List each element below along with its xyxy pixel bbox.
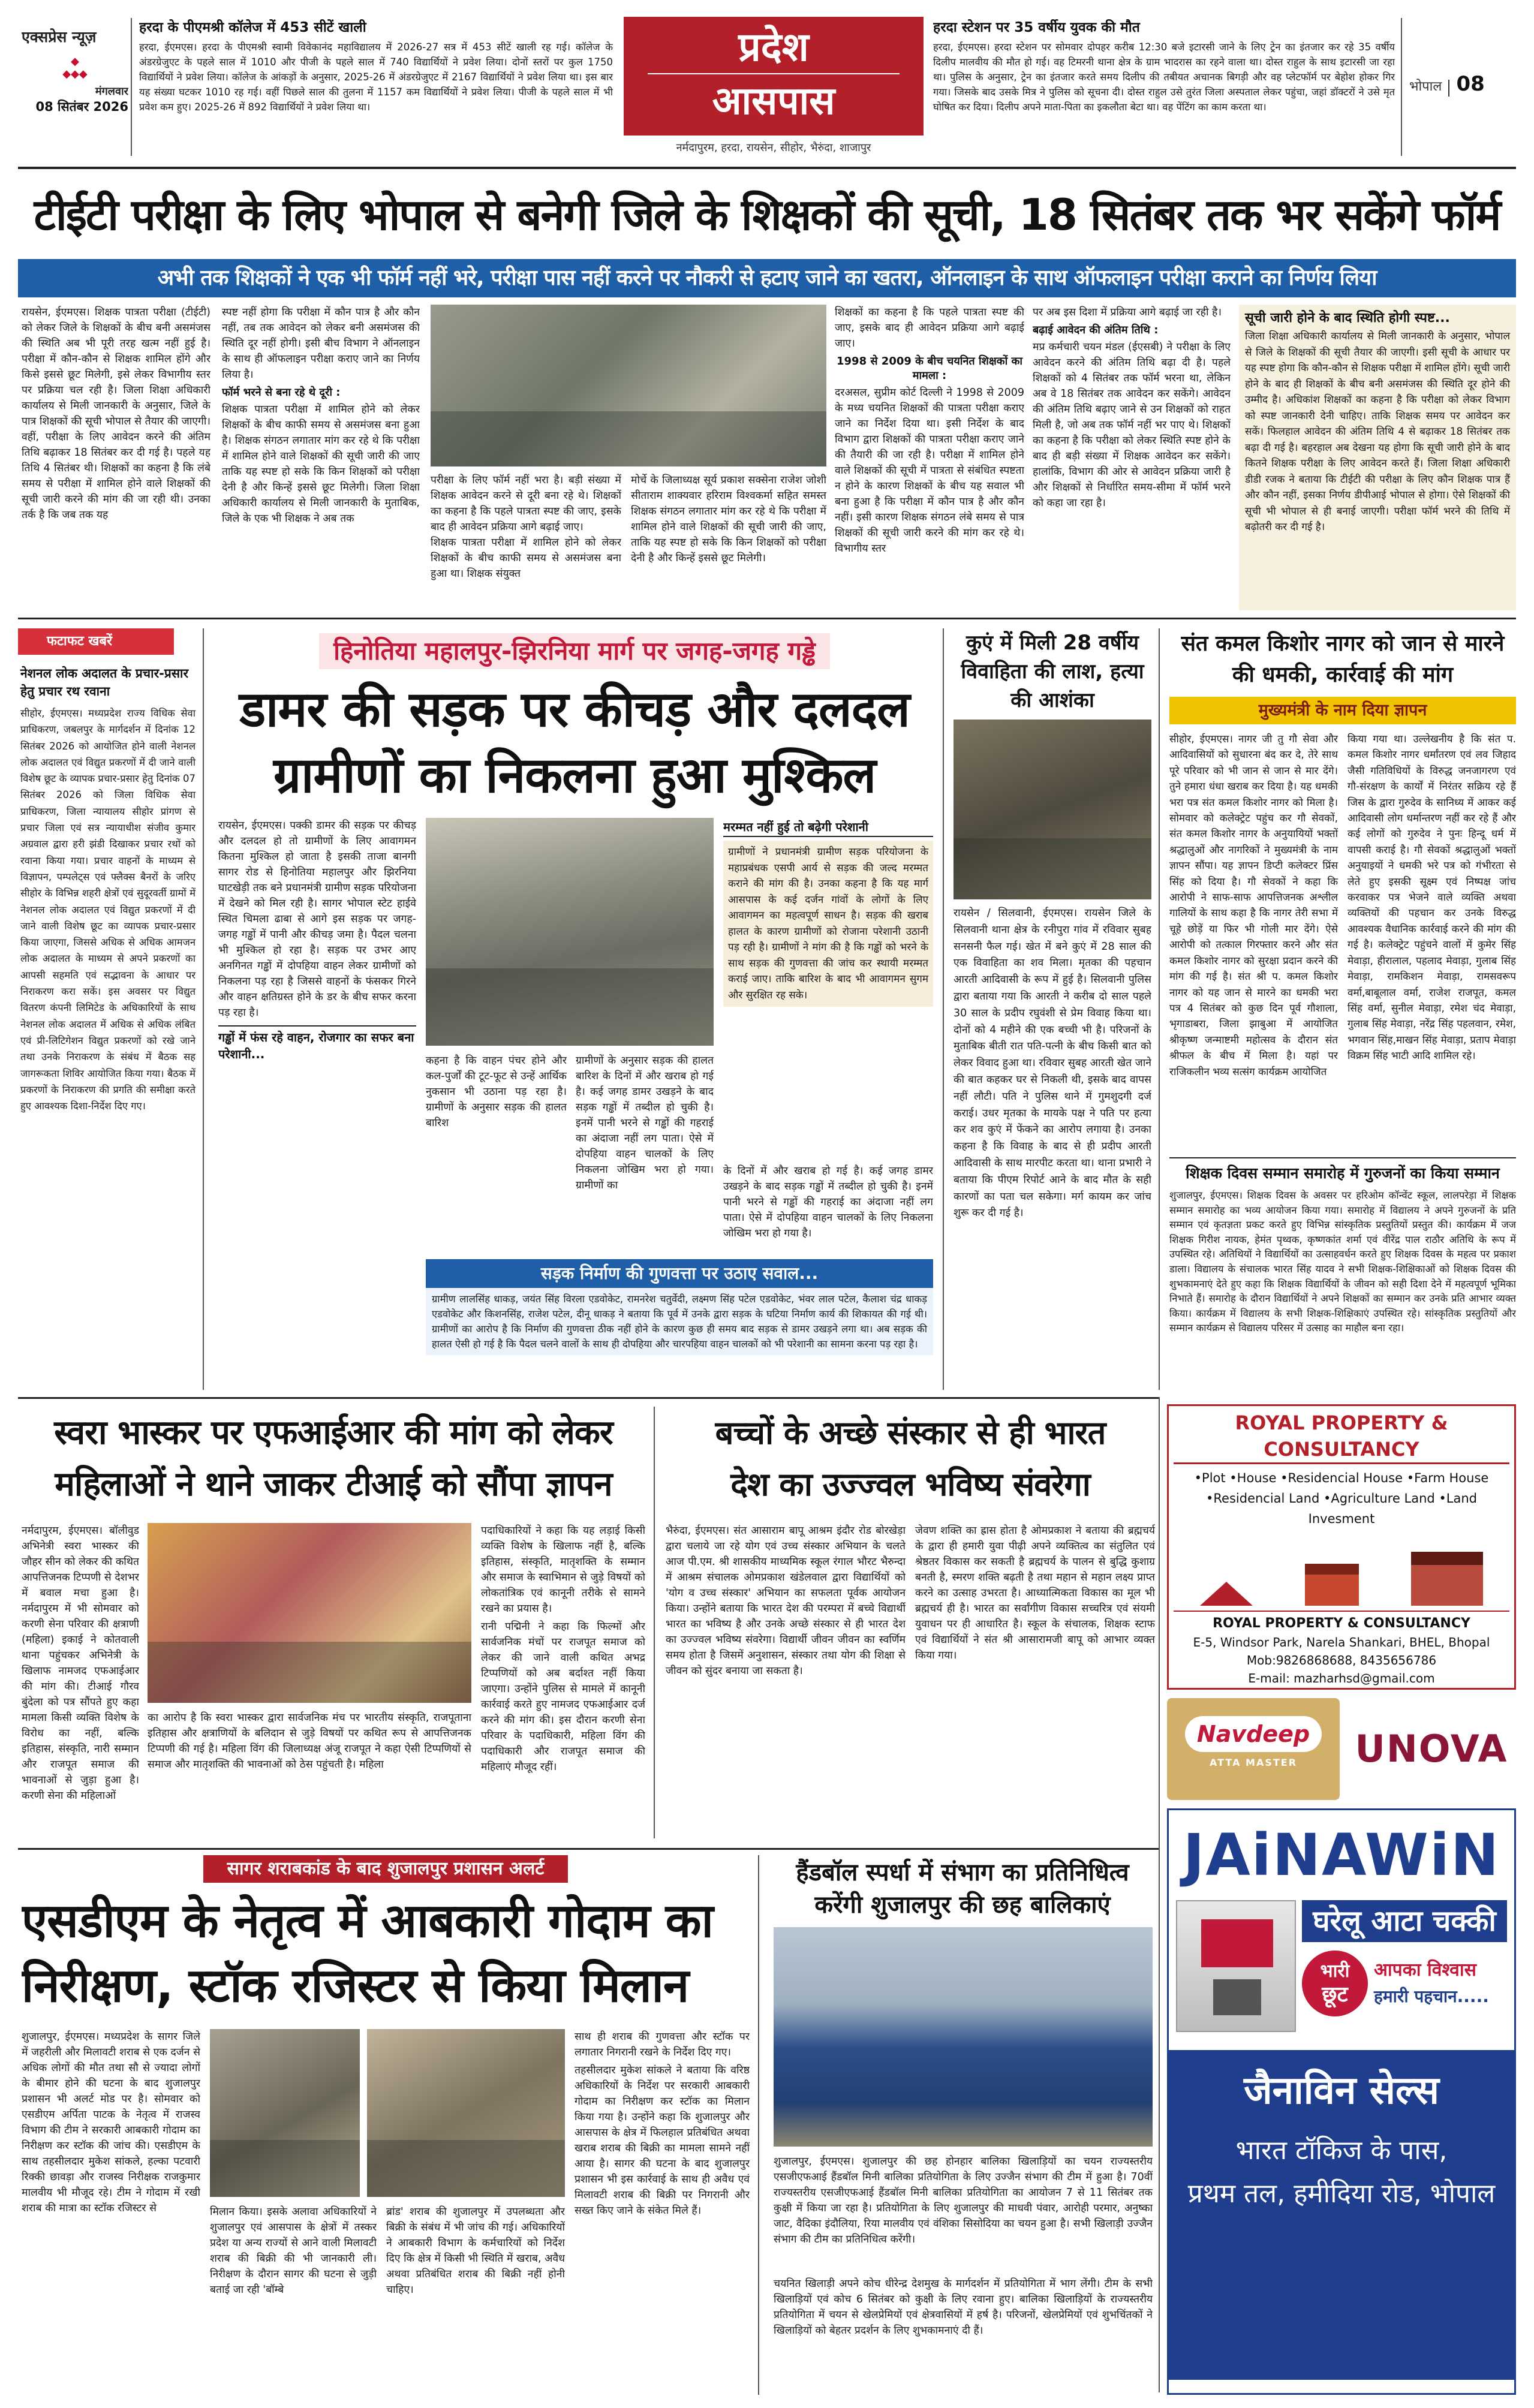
- saint-story: [1169, 628, 1516, 1156]
- godam-headline-1: एसडीएम के नेतृत्व में आबकारी गोदाम का: [22, 1894, 713, 1948]
- discount-badge: [1302, 1951, 1368, 2016]
- well-photo: [954, 720, 1151, 899]
- well-headline: कुएं में मिली 28 वर्षीय विवाहिता की लाश, हत्या की आशंका: [961, 631, 1144, 712]
- top-right-body: हरदा, ईएमएस। हरदा स्टेशन पर सोमवार दोपहर करीब 12:30 बजे इटारसी जाने के लिए ट्रेन का इंतजार कर रहे 35 वर्षीय दिलीप मालवीय की मौत हो गई। वह टिमरनी थाना क्षेत्र के ग्राम भादरास का रहने वाला था। दोस्त राहुल के साथ इटारसी जा रहा था। पुलिस के अनुसार, ट्रेन का इंतजार करते समय दिलीप की तबीयत अचानक बिगड़ी और वह प्लेटफॉर्म पर बेहोश होकर गिर गया। जिसके बाद उसके मित्र ने पुलिस को सूचना दी। दोस्त राहुल उसे तुरंत जिला अस्पताल लेकर पहुंचा, जहां डॉक्टरों ने उसे मृत घोषित कर दिया। दिलीप अपने माता-पिता का इकलौता बेटा था। वह पेंटिंग का काम करता था।: [933, 41, 1395, 113]
- royal-ad-line-1: •Plot •House •Residencial House •Farm House: [1194, 1471, 1489, 1485]
- well-story: [954, 628, 1151, 1390]
- road-quality-box: [426, 1259, 933, 1391]
- lead-side-box-headline: सूची जारी होने के बाद स्थिति होगी स्पष्ट...: [1245, 311, 1450, 326]
- godam-col-3: ब्रांड' शराब की शुजालपुर में उपलब्धता और बिक्री के संबंध में भी जांच की गई। अधिकारियों ने आबकारी विभाग के कर्मचारियों को निर्देश दिए कि क्षेत्र में किसी भी स्थिति में खराब, अवैध अथवा प्रतिबंधित शराब की बिक्री नहीं होनी चाहिए।: [386, 2206, 565, 2296]
- fatafat-label: फटाफट खबरें: [18, 628, 174, 655]
- fatafat-body: सीहोर, ईएमएस। मध्यप्रदेश राज्य विधिक सेवा प्राधिकरण, जबलपुर के मार्गदर्शन में दिनांक 12 सितंबर 2026 को आयोजित होने वाली नेशनल लोक अदालत एवं विद्युत प्रकरणों में दी जाने वाली विशेष छूट के व्यापक प्रचार-प्रसार हेतु दिनांक 07 सितंबर 2026 को जिला विधिक सेवा प्राधिकरण, जिला न्यायालय सीहोर प्रांगण से प्रचार जिला एवं सत्र न्यायाधीश संजीव कुमार अग्रवाल द्वारा हरी झंडी दिखाकर प्रचार रथों को रवाना किया गया। प्रचार वाहनों के माध्यम से विज्ञापन, पम्पलेट्स एवं फ्लैक्स बैनरों के जरिए सीहोर के विभिन्न शहरी क्षेत्रों एवं सुदूरवर्ती ग्रामों में नेशनल लोक अदालत एवं विद्युत प्रकरणों में दी जाने वाली विशेष छूट का व्यापक प्रचार-प्रसार किया जाएगा, जिससे अधिक से अधिक आमजन लोक अदालत के माध्यम से अपने प्रकरणों का आपसी सहमति एवं सद्भावना के आधार पर निराकरण करा सकें। इस अवसर पर विद्युत वितरण कंपनी लिमिटेड के अधिकारियों के साथ नेशनल लोक अदालत में अधिक से अधिक लंबित एवं प्री-लिटिगेशन विद्युत प्रकरणों को रखे जाने तथा उनके निराकरण के संबंध में बैठक सह जागरूकता शिविर आयोजित किया गया। बैठक में प्रकरणों के निराकरण की प्रगति की समीक्षा करते हुए आवश्यक दिशा-निर्देश दिए गए।: [20, 708, 195, 1112]
- road-kicker: हिनोतिया महालपुर-झिरनिया मार्ग पर जगह-जगह गड्ढे: [319, 633, 830, 669]
- royal-ad-title: ROYAL PROPERTY & CONSULTANCY: [1174, 1410, 1509, 1464]
- top-left-headline: हरदा के पीएमश्री कॉलेज में 453 सीटें खाली: [139, 20, 366, 35]
- handball-headline-1: हैंडबॉल स्पर्धा में संभाग का प्रतिनिधित्व: [796, 1859, 1129, 1886]
- flour-mill-image: [1176, 1900, 1296, 2032]
- jainawin-footer: [1169, 2050, 1514, 2380]
- house-icon: [1305, 1564, 1359, 1606]
- unova-logo: UNOVA: [1355, 1727, 1508, 1771]
- teacher-day-story: [1169, 1162, 1516, 1390]
- saint-headline: संत कमल किशोर नागर को जान से मारने की धमकी, कार्रवाई की मांग: [1181, 631, 1505, 687]
- lead-col-1: रायसेन, ईएमएस। शिक्षक पात्रता परीक्षा (टीईटी) को लेकर जिले के शिक्षकों के बीच बनी असमंजस की स्थिति अब भी पूरी तरह खत्म नहीं हुई है। परीक्षा में कौन-कौन से शिक्षक शामिल होंगे और किसे इससे छूट मिलेगी, इसे लेकर विभागीय स्तर पर प्रक्रिया चल रही है। जिला शिक्षा अधिकारी कार्यालय से मिली जानकारी के अनुसार, जिले के पात्र शिक्षकों की सूची भोपाल से तैयार की जाएगी। वहीं, परीक्षा के लिए आवेदन करने की अंतिम तिथि बढ़ाकर 18 सितंबर कर दी गई है। पहले यह तिथि 4 सितंबर थी। शिक्षकों का कहना है कि लंबे समय से परीक्षा में शामिल होने वाले शिक्षकों की सूची जारी करने की मांग की जा रही थी। उनका तर्क है कि जब तक यह: [22, 306, 210, 521]
- sales-name: जैनाविन सेल्स: [1244, 2069, 1439, 2113]
- ornament-icon: ◆ ◆◆◆: [62, 55, 88, 80]
- jainawin-logo: JAiNAWiN: [1183, 1822, 1500, 1889]
- vishwas-line-1: आपका विश्वास: [1374, 1959, 1476, 1980]
- page-number: 08: [1456, 72, 1485, 96]
- godam-col-4-text-b: तहसीलदार मुकेश सांकले ने बताया कि वरिष्ठ अधिकारियों के निर्देश पर सरकारी आबकारी गोदाम का निरीक्षण कर स्टॉक का मिलान किया गया है। उन्होंने कहा कि शुजालपुर और आसपास के क्षेत्र में फिलहाल प्रतिबंधित अथवा खराब शराब की बिक्री का मामला सामने नहीं आया है। सागर की घटना के बाद शुजालपुर प्रशासन भी इस कार्रवाई के साथ ही अवैध एवं मिलावटी शराब की बिक्री पर निगरानी और सख्त किए जाने के संकेत मिले हैं।: [575, 2064, 750, 2217]
- lead-col-3-text: परीक्षा के लिए फॉर्म नहीं भरा है। बड़ी संख्या में शिक्षक आवेदन करने से दूरी बना रहे थे। शिक्षकों का कहना है कि पहले पात्रता स्पष्ट की जाए, इसके बाद ही आवेदन प्रक्रिया आगे बढ़ाई जाए।: [431, 474, 621, 533]
- well-body: रायसेन / सिलवानी, ईएमएस। रायसेन जिले के सिलवानी थाना क्षेत्र के रनीपुरा गांव में रविवार सुबह सनसनी फैल गई। खेत में बने कुएं में 28 साल की एक विवाहिता का शव मिला। मृतका की पहचान आरती आदिवासी के रूप में हुई है। सिलवानी पुलिस द्वारा बताया गया कि आरती ने करीब दो साल पहले 30 साल के प्रदीप रघुवंशी से प्रेम विवाह किया था। दोनों को 4 महीने की एक बच्ची भी है। परिजनों के मुताबिक बीती रात पति-पत्नी के बीच किसी बात को लेकर विवाद हुआ था। रविवार सुबह आरती खेत जाने की बात कहकर घर से निकली थी, इसके बाद वापस नहीं लौटी। पति ने पुलिस थाने में गुमशुदगी दर्ज कराई। उधर मृतका के मायके पक्ष ने पति पर हत्या कर शव कुएं में फेंकने का आरोप लगाया है। उनका कहना है कि विवाह के बाद से ही प्रदीप आरती आदिवासी के साथ मारपीट करता था। थाना प्रभारी ने बताया कि पीएम रिपोर्ट आने के बाद मौत के सही कारणों का पता चल सकेगा। मर्ग कायम कर जांच शुरू कर दी गई है।: [954, 907, 1151, 1220]
- section-title-2: आसपास: [712, 79, 835, 124]
- paper-name: एक्सप्रेस न्यूज़: [22, 28, 97, 46]
- saint-col-2: किया गया था। उल्लेखनीय है कि संत प. कमल किशोर नागर धर्मांतरण एवं लव जिहाद जैसी गतिविधियों के विरुद्ध जनजागरण एवं गौ-संरक्षण के कार्यों में निरंतर सक्रिय रहे हैं जिस के द्वारा गुरुदेव के सानिध्य में आकर कई आदिवासी लोग धर्मान्तरण नहीं कर रहे हैं और कई लोगों को गुरुदेव ने पुनः हिन्दू धर्म में वापसी कराई है। गौ सेवकों श्रद्धालुओं भक्तों अनुयाइयों ने धमकी भरे पत्र को गंभीरता से लेते हुए इसकी सूक्ष्म एवं निष्पक्ष जांच करवाकर पत्र भेजने वाले व्यक्ति अथवा व्यक्तियों की पहचान कर उनके विरुद्ध आवश्यक वैधानिक कार्रवाई करने की मांग की गई है। कलेक्ट्रेट पहुंचने वालों में कुमेर सिंह मेवाड़ा, हीरालाल, पहलाद मेवाड़ा, गुलाब सिंह मेवाड़ा, रामकिशन मेवाड़ा, रामसवरूप वर्मा,बाबूलाल वर्मा, राजेश राजपूत, कमल सिंह वर्मा, सुनील मेवाड़ा, रमेश चंद मेवाड़ा, गुलाब सिंह मेवाड़ा, नरेंद्र सिंह पहलवान, रमेश, भगवान सिंह,माखन सिंह मेवाड़ा, प्रताप मेवाड़ा विक्रम सिंह भाटी आदि शामिल रहे।: [1347, 733, 1516, 1062]
- handball-col-2: चयनित खिलाड़ी अपने कोच धीरेन्द्र देशमुख के मार्गदर्शन में प्रतियोगिता में भाग लेंगी। टीम के सभी खिलाड़ियों एवं कोच 6 सितंबर को कुक्षी के लिए रवाना हुए। बालिका खिलाड़ियों के राज्यस्तरीय प्रतियोगिता में चयन से खेलप्रेमियों एवं क्षेत्रवासियों में हर्ष है। परिजनों, खेलप्रेमियों एवं शुभचिंतकों ने खिलाड़ियों को बेहतर प्रदर्शन के लिए शुभकामनाएं दी हैं।: [774, 2278, 1153, 2337]
- navdeep-logo: Navdeep: [1185, 1716, 1322, 1752]
- road-col-2: ग्रामीणों के अनुसार सड़क की हालत बारिश के दिनों में और खराब हो गई है। कई जगह डामर उखड़ने के बाद सड़क गड्ढों में तब्दील हो चुकी है। इनमें पानी भरने से गड्ढों की गहराई का अंदाजा नहीं लग पाता। ऐसे में दोपहिया वाहन चालकों के लिए निकलना जोखिम भरा हो गया। ग्रामीणों का: [576, 1055, 714, 1191]
- house-roof-icon: [1200, 1582, 1253, 1606]
- saint-kicker: मुख्यमंत्री के नाम दिया ज्ञापन: [1169, 697, 1516, 724]
- road-quality-headline: सड़क निर्माण की गुणवत्ता पर उठाए सवाल...: [426, 1259, 933, 1288]
- teacher-body: शुजालपुर, ईएमएस। शिक्षक दिवस के अवसर पर हरिओम कॉन्वेंट स्कूल, लालपरेड़ा में शिक्षक सम्मान समारोह का भव्य आयोजन किया गया। समारोह में विद्यालय ने अपने गुरुजनों के प्रति सम्मान एवं कृतज्ञता प्रकट करते हुए विभिन्न सांस्कृतिक प्रस्तुतियों प्रस्तुत की। कार्यक्रम में जज शिक्षक गिरीश नायक, हेमंत पृथ्वक, कृष्णकांत शर्मा एवं वीरेंद्र पाल राठौर अतिथि के रूप में उपस्थित रहे। अतिथियों ने विद्यार्थियों का उत्साहवर्धन करते हुए शिक्षक दिवस के महत्व पर प्रकाश डाला। विद्यालय के संचालक भारत सिंह यादव ने सभी शिक्षक-शिक्षिकाओं को शिक्षक दिवस की शुभकामनाएं देते हुए कहा कि शिक्षक विद्यार्थियों के जीवन को सही दिशा देने में महत्वपूर्ण भूमिका निभाते हैं। समारोह के दौरान विद्यार्थियों ने अपने शिक्षकों का सम्मान कर उनके प्रति आभार व्यक्त किया। कार्यक्रम में विद्यालय के सभी शिक्षक-शिक्षिकाएं उपस्थित रहे। सांस्कृतिक प्रस्तुतियों और सम्मान कार्यक्रम से विद्यालय परिसर में उत्साह का माहौल बना रहा।: [1169, 1190, 1516, 1334]
- page-label: भोपाल: [1409, 79, 1442, 94]
- lead-col-5-subhead: 1998 से 2009 के बीच चयनित शिक्षकों का मामला :: [837, 355, 1022, 382]
- lead-headline: टीईटी परीक्षा के लिए भोपाल से बनेगी जिले के शिक्षकों की सूची, 18 सितंबर तक भर सकेंगे फॉर्म: [34, 189, 1500, 240]
- lead-col-5-text-b: दरअसल, सुप्रीम कोर्ट दिल्ली ने 1998 से 2009 के मध्य चयनित शिक्षकों की पात्रता परीक्षा कराए जाने का निर्देश दिया था। इसी निर्देश के बाद विभाग द्वारा शिक्षकों की पात्रता परीक्षा कराए जाने की तैयारी की जा रही है। परीक्षा में शामिल होने वाले शिक्षकों की सूची में पात्रता से संबंधित स्पष्टता न होने के कारण शिक्षकों के बीच यह सवाल भी बना हुआ है कि परीक्षा में कौन पात्र है और कौन नहीं। इसी कारण शिक्षक संगठन लंबे समय से पात्र शिक्षकों की सूची जारी करने की मांग कर रहे थे। विभागीय स्तर: [835, 387, 1024, 555]
- lead-col-4: मोर्चे के जिलाध्यक्ष सूर्य प्रकाश सक्सेना राजेश जोशी सीताराम शाक्यवार हरिराम विश्वकर्मा सहित समस्त शिक्षक संगठन लगातार मांग कर रहे थे कि परीक्षा में शामिल होने वाले शिक्षकों की सूची जारी की जाए, ताकि यह स्पष्ट हो सके कि किन शिक्षकों को परीक्षा देनी है और किन्हें इससे छूट मिलेगी।: [631, 474, 826, 564]
- house-icons: [1174, 1534, 1509, 1606]
- teachers-protest-photo: [431, 305, 826, 466]
- gharelu-title: घरेलू आटा चक्की: [1302, 1900, 1507, 1942]
- fir-col-3-text-b: रानी पद्मिनी ने कहा कि फिल्मों और सार्वजनिक मंचों पर राजपूत समाज को लेकर की जाने वाली कथित अभद्र टिप्पणियों को अब बर्दाश्त नहीं किया जाएगा। उन्होंने पुलिस से मामले में कानूनी कार्रवाई करते हुए नामजद एफआईआर दर्ज करने की मांग की। इस दौरान करणी सेना परिवार के पदाधिकारी, महिला विंग की पदाधिकारी और राजपूत समाज की महिलाएं मौजूद रहीं।: [481, 1621, 645, 1773]
- road-col-1-text: रायसेन, ईएमएस। पक्की डामर की सड़क पर कीचड़ और दलदल हो तो ग्रामीणों के लिए आवागमन कितना मुश्किल हो जाता है इसकी ताजा बानगी सागर रोड से हिनोतिया महालपुर और झिरनिया घाटखेड़ी तक बने प्रधानमंत्री ग्रामीण सड़क परियोजना में देखने को मिल रही है। सागर भोपाल स्टेट हाईवे स्थित चिमला ढाबा से आगे इस सड़क पर जगह-जगह गड्ढों में पानी और कीचड़ जमा है। पैदल चलना भी मुश्किल हो रहा है। सड़क पर उभर आए अनगिनत गड्ढों में दोपहिया वाहन लेकर ग्रामीणों को निकलना पड़ रहा है जिससे वाहनों के फंसकर गिरने और वाहन क्षतिग्रस्त होने के डर के बीच सफर करना पड़ रहा है।: [218, 820, 416, 1019]
- fatafat-column: [18, 628, 198, 1396]
- lead-col-3-text-b: शिक्षक पात्रता परीक्षा में शामिल होने को लेकर शिक्षकों के बीच काफी समय से असमंजस बना हुआ था। शिक्षक संयुक्त: [431, 537, 621, 580]
- page-folio: [1409, 72, 1517, 108]
- godam-col-1: शुजालपुर, ईएमएस। मध्यप्रदेश के सागर जिले में जहरीली और मिलावटी शराब से एक दर्जन से अधिक लोगों की मौत तथा सौ से ज्यादा लोगों के बीमार होने की घटना के बाद शुजालपुर प्रशासन भी अलर्ट मोड पर है। सोमवार को एसडीएम अर्पिता पाटक के नेतृत्व में राजस्व विभाग की टीम ने सरकारी आबकारी गोदाम का निरीक्षण कर स्टॉक की जांच की। एसडीएम के साथ तहसीलदार मुकेश सांकले, हल्का पटवारी रिक्की छावड़ा और राजस्व निरीक्षक राजकुमार मालवीय भी मौजूद रहे। टीम ने गोदाम में रखी शराब की मात्रा का स्टॉक रजिस्टर से: [22, 2031, 200, 2214]
- handball-headline-2: करेंगी शुजालपुर की छह बालिकाएं: [814, 1891, 1111, 1919]
- fir-col-3: [481, 1523, 645, 1841]
- royal-ad-email: E-mail: mazharhsd@gmail.com: [1248, 1671, 1435, 1685]
- royal-property-ad: [1167, 1404, 1516, 1690]
- vishwas-line-2: हमारी पहचान.....: [1374, 1986, 1489, 2006]
- top-left-brief: [139, 17, 613, 159]
- road-headline-1: डामर की सड़क पर कीचड़ और दलदल: [239, 681, 910, 738]
- bungalow-icon: [1411, 1552, 1483, 1606]
- unova-ad: [1347, 1698, 1516, 1800]
- sales-address-1: भारत टॉकिज के पास,: [1235, 2135, 1448, 2166]
- lead-col-2: [222, 305, 420, 610]
- royal-ad-name: ROYAL PROPERTY & CONSULTANCY: [1174, 1611, 1509, 1633]
- navdeep-ad: [1167, 1698, 1340, 1800]
- lead-side-box-body: जिला शिक्षा अधिकारी कार्यालय से मिली जानकारी के अनुसार, भोपाल से जिले के शिक्षकों की सूची तैयार की जाएगी। इसी सूची के आधार पर यह स्पष्ट होगा कि कौन-कौन से शिक्षक परीक्षा में शामिल होंगे। सूची जारी होने के बाद ही शिक्षकों के बीच बनी असमंजस की स्थिति दूर होने की उम्मीद है। अधिकांश शिक्षकों का कहना है कि परीक्षा को लेकर विभाग को स्पष्ट जानकारी देनी चाहिए। ताकि शिक्षक समय पर आवेदन कर सकें। फिलहाल आवेदन की अंतिम तिथि 4 से बढ़ाकर 18 सितंबर तक बढ़ा दी गई है। बहरहाल अब देखना यह होगा कि सूची जारी होने के बाद कितने शिक्षक परीक्षा के लिए आवेदन करते हैं। जिला शिक्षा अधिकारी डीडी रजक ने बताया कि टीईटी की परीक्षा के लिए कौन शिक्षक पात्र हैं और कौन नहीं, इसका निर्णय डीपीआई भोपाल से होगा। ऐसे शिक्षकों की सूची भी भोपाल से ही बनाई जाएगी। परीक्षा फॉर्म भरने की तिथि में बढ़ोतरी कर दी गई है।: [1245, 330, 1510, 533]
- chhoot-label: छूट: [1322, 1982, 1348, 2007]
- bachche-col-2: जेवण शक्ति का ह्रास होता है ओमप्रकाश ने बताया की ब्रह्मचर्य के द्वारा ही हमारी युवा पीढ़ी अपने व्यक्तित्व का संतुलित एवं श्रेष्ठतर विकास कर सकती है ब्रह्मचर्य के पालन से बुद्धि कुशाग्र बनती है, स्मरण शक्ति बढ़ती है तथा महान से महान लक्ष्य प्राप्त करने का उत्साह उभरता है। आध्यात्मिकता विकास का मूल भी ब्रह्मचर्य ही है। भारत का सर्वांगीण विकास सच्चरित्र एवं संयमी युवाधन पर ही आधारित है। स्कूल के संचालक, शिक्षक स्टाफ एवं विद्यार्थियों ने संत श्री आसारामजी बापू को आभार व्यक्त किया गया।: [915, 1525, 1155, 1661]
- lead-col-3: [431, 472, 621, 610]
- road-col-1b: कहना है कि वाहन पंचर होने और कल-पुर्जों की टूट-फूट से उन्हें आर्थिक नुकसान भी उठाना पड़ रहा है। ग्रामीणों के अनुसार सड़क की हालत बारिश: [426, 1055, 567, 1129]
- royal-ad-line-2: •Residencial Land •Agriculture Land •Land Invesment: [1206, 1491, 1477, 1526]
- handball-team-photo: [774, 1927, 1153, 2147]
- section-title-box: [624, 17, 924, 161]
- godam-kicker: सागर शराबकांड के बाद शुजालपुर प्रशासन अलर्ट: [203, 1855, 569, 1883]
- bhari-label: भारी: [1320, 1961, 1350, 1982]
- fatafat-headline: नेशनल लोक अदालत के प्रचार-प्रसार हेतु प्रचार रथ रवाना: [20, 666, 189, 699]
- top-right-brief: [933, 17, 1395, 159]
- lead-col-5: [835, 305, 1024, 610]
- teacher-headline: शिक्षक दिवस सम्मान समारोह में गुरुजनों का किया सम्मान: [1186, 1164, 1500, 1182]
- top-right-headline: हरदा स्टेशन पर 35 वर्षीय युवक की मौत: [933, 20, 1140, 35]
- bachche-headline-1: बच्चों के अच्छे संस्कार से ही भारत: [715, 1414, 1106, 1452]
- road-kicker-wrap: [213, 633, 936, 670]
- handball-col-1: शुजालपुर, ईएमएस। शुजालपुर की छह होनहार बालिका खिलाड़ियों का चयन राज्यस्तरीय एसजीएफआई हैंडबॉल मिनी बालिका प्रतियोगिता के लिए उज्जैन संभाग की टीम में हुआ है। 70वीं राज्यस्तरीय एसजीएफआई हैंडबॉल मिनी बालिका प्रतियोगिता का आयोजन 7 से 11 सितंबर तक कुक्षी में किया जा रहा है। प्रतियोगिता के लिए शुजालपुर की माधवी पंवार, आरोही परमार, अनुष्का जाट, वैदिका इंदौलिया, रिया मालवीय एवं वंशिका सिसोदिया का चयन हुआ है। सभी खिलाड़ी उज्जैन संभाग की टीम का प्रतिनिधित्व करेंगी।: [774, 2156, 1153, 2246]
- royal-ad-address: E-5, Windsor Park, Narela Shankari, BHEL, Bhopal: [1193, 1635, 1490, 1650]
- masthead-left: [22, 14, 128, 158]
- godam-col-4: [575, 2029, 750, 2395]
- bachche-col-1: भैरुंदा, ईएमएस। संत आसाराम बापू आश्रम इंदौर रोड बोरखेड़ा द्वारा चलाये जा रहे योग एवं उच्च संस्कार अभियान के चलते आज पी.एम. श्री शासकीय माध्यमिक स्कूल रंगाल भौरट भैरुन्दा में आश्रम संचालक ओमप्रकाश खंडेलवाल द्वारा विद्यार्थियों को 'योग व उच्च संस्कार' अभियान का सफलता पूर्वक आयोजन किया। उन्होंने बताया कि भारत देश की परम्परा में बच्चे विद्यार्थी भारत का भविष्य है और उनके अच्छे संस्कार से ही भारत देश का उज्ज्वल भविष्य संवरेगा। विद्यार्थी जीवन जीवन का स्वर्णिम समय होता है जिसमें अनुशासन, संस्कार तथा योग की शिक्षा से जीवन को सुंदर बनाया जा सकता है।: [666, 1525, 906, 1677]
- road-side-headline: मरम्मत नहीं हुई तो बढ़ेगी परेशानी: [723, 818, 933, 837]
- road-headline-2: ग्रामीणों का निकलना हुआ मुश्किल: [273, 747, 876, 804]
- road-side-box: [723, 818, 933, 1154]
- road-side-body: ग्रामीणों ने प्रधानमंत्री ग्रामीण सड़क परियोजना के महाप्रबंधक एसपी आर्य से सड़क की जल्द मरम्मत कराने की मांग की है। उनका कहना है कि यह मार्ग आसपास के कई दर्जन गांवों के लोगों के लिए आवागमन का महत्वपूर्ण साधन है। सड़क की खराब हालत के कारण ग्रामीणों को रोजाना परेशानी उठानी पड़ रही है। ग्रामीणों ने मांग की है कि गड्ढों को भरने के साथ सड़क की गुणवत्ता की जांच कर स्थायी मरम्मत कराई जाए। ताकि बारिश के बाद भी आवागमन सुगम और सुरक्षित रह सके।: [723, 841, 933, 1007]
- road-col-1-subhead: गड्ढों में फंस रहे वाहन, रोजगार का सफर बना परेशानी...: [218, 1025, 416, 1062]
- road-col-3: के दिनों में और खराब हो गई है। कई जगह डामर उखड़ने के बाद सड़क गड्ढों में तब्दील हो चुकी है। इनमें पानी भरने से गड्ढों की गहराई का अंदाजा नहीं लग पाता। ऐसे में दोपहिया वाहन चालकों के लिए निकलना जोखिम भरा हो गया है।: [723, 1165, 933, 1239]
- lead-col-6: [1033, 305, 1231, 610]
- road-col-1: [218, 818, 416, 1298]
- navdeep-sub: ATTA MASTER: [1209, 1757, 1298, 1768]
- godam-kicker-wrap: [22, 1855, 750, 1885]
- fir-col-2: का आरोप है कि स्वरा भास्कर द्वारा सार्वजनिक मंच पर भारतीय संस्कृति, राजपूताना इतिहास और क्षत्राणियों के बलिदान से जुड़े विषयों पर कथित रूप से आपत्तिजनक टिप्पणी की गई है। महिला विंग की जिलाध्यक्ष अंजू राजपूत ने कहा ऐसी टिप्पणियों से समाज और मातृशक्ति की भावनाओं को ठेस पहुंचती है। महिला: [148, 1712, 471, 1771]
- fir-col-1: नर्मदापुरम, ईएमएस। बॉलीवुड अभिनेत्री स्वरा भास्कर की जौहर सीन को लेकर की कथित आपत्तिजनक टिप्पणी से देशभर में बवाल मचा हुआ है। नर्मदापुरम में भी सोमवार को करणी सेना परिवार की क्षत्राणी (महिला) इकाई ने कोतवाली थाना पहुंचकर अभिनेत्री के खिलाफ नामजद एफआईआर की मांग की। टीआई गौरव बुंदेला को पत्र सौंपते हुए कहा मामला किसी व्यक्ति विशेष के विरोध का नहीं, बल्कि इतिहास, संस्कृति, नारी सम्मान और राजपूत समाज की भावनाओं से जुड़ा हुआ है। करणी सेना की महिलाओं: [22, 1525, 139, 1802]
- godam-col-4-text: साथ ही शराब की गुणवत्ता और स्टॉक पर लगातार निगरानी रखने के निर्देश दिए गए।: [575, 2031, 750, 2058]
- weekday: मंगलवार: [95, 85, 128, 98]
- districts-line: नर्मदापुरम, हरदा, रायसेन, सीहोर, भैरुंदा, शाजापुर: [676, 142, 871, 154]
- jainawin-top-row: [1169, 1900, 1514, 2038]
- fir-headline-2: महिलाओं ने थाने जाकर टीआई को सौंपा ज्ञापन: [55, 1465, 612, 1504]
- section-title-1: प्रदेश: [738, 24, 809, 70]
- royal-ad-mobile: Mob:9826868688, 8435656786: [1246, 1653, 1437, 1667]
- godam-headline-2: निरीक्षण, स्टॉक रजिस्टर से किया मिलान: [22, 1959, 689, 2013]
- bachche-headline-2: देश का उज्ज्वल भविष्य संवरेगा: [730, 1465, 1090, 1503]
- fir-protest-photo: [148, 1523, 471, 1703]
- lead-col-6-text-b: मप्र कर्मचारी चयन मंडल (ईएसबी) ने परीक्षा के लिए आवेदन करने की अंतिम तिथि बढ़ा दी है। पहले शिक्षकों को 4 सितंबर तक फॉर्म भरना था, लेकिन अब वे 18 सितंबर तक आवेदन कर सकेंगे। आवेदन की अंतिम तिथि बढ़ाए जाने से उन शिक्षकों को राहत मिली है, जो अब तक फॉर्म नहीं भर पाए थे। शिक्षकों का कहना है कि परीक्षा को लेकर स्थिति स्पष्ट होने के बाद ही बड़ी संख्या में शिक्षक आवेदन कर सकेंगे। हालांकि, विभाग की ओर से आवेदन प्रक्रिया जारी है और शिक्षकों से निर्धारित समय-सीमा में फॉर्म भरने को कहा जा रहा है।: [1033, 341, 1231, 509]
- lead-col-6-subhead: बढ़ाई आवेदन की अंतिम तिथि :: [1033, 324, 1159, 336]
- sales-address-2: प्रथम तल, हमीदिया रोड, भोपाल: [1187, 2178, 1496, 2209]
- muddy-road-photo: [426, 818, 714, 1046]
- godam-col-2: मिलान किया। इसके अलावा अधिकारियों ने शुजालपुर एवं आसपास के क्षेत्रों में तस्कर प्रदेश या अन्य राज्यों से आने वाली मिलावटी शराब की बिक्री की भी जानकारी ली। निरीक्षण के दौरान सागर की घटना से जुड़ी बताई जा रही 'बॉम्बे: [210, 2206, 377, 2296]
- lead-col-2-subhead: फॉर्म भरने से बना रहे थे दूरी :: [222, 386, 341, 399]
- lead-strap: अभी तक शिक्षकों ने एक भी फॉर्म नहीं भरे, परीक्षा पास नहीं करने पर नौकरी से हटाए जाने का खतरा, ऑनलाइन के साथ ऑफलाइन परीक्षा कराने का निर्णय लिया: [18, 259, 1516, 297]
- fir-col-3-text: पदाधिकारियों ने कहा कि यह लड़ाई किसी व्यक्ति विशेष के खिलाफ नहीं है, बल्कि इतिहास, संस्कृति, मातृशक्ति के सम्मान और समाज के स्वाभिमान से जुड़े विषयों को लोकतांत्रिक एवं कानूनी तरीके से सामने रखने का प्रयास है।: [481, 1525, 645, 1615]
- lead-col-6-text: पर अब इस दिशा में प्रक्रिया आगे बढ़ाई जा रही है।: [1033, 306, 1222, 318]
- lead-col-2-text: स्पष्ट नहीं होगा कि परीक्षा में कौन पात्र है और कौन नहीं, तब तक आवेदन को लेकर बनी असमंजस की स्थिति दूर नहीं होगी। इसी बीच विभाग ने ऑनलाइन के साथ ही ऑफलाइन परीक्षा कराए जाने का निर्णय लिया है।: [222, 306, 420, 381]
- lead-col-2-text-b: शिक्षक पात्रता परीक्षा में शामिल होने को लेकर शिक्षकों के बीच काफी समय से असमंजस बना हुआ है। शिक्षक संगठन लगातार मांग कर रहे थे कि परीक्षा में शामिल होने वाले शिक्षकों की सूची जारी की जाए ताकि यह स्पष्ट हो सके कि किन शिक्षकों को परीक्षा देनी है और किन्हें इससे छूट मिलेगी। जिला शिक्षा अधिकारी कार्यालय से मिली जानकारी के मुताबिक, जिले के एक भी शिक्षक ने अब तक: [222, 404, 420, 525]
- fir-headline-1: स्वरा भास्कर पर एफआईआर की मांग को लेकर: [54, 1413, 613, 1452]
- top-left-body: हरदा, ईएमएस। हरदा के पीएमश्री स्वामी विवेकानंद महाविद्यालय में 2026-27 सत्र में 453 सीटें खाली रह गई। कॉलेज के अंडरग्रेजुएट के पहले साल में 1010 और पीजी के पहले साल में 740 विद्यार्थियों ने प्रवेश लिया। दोनों स्तरों पर कुल 1750 विद्यार्थियों ने प्रवेश लिया। कॉलेज के आंकड़ों के अनुसार, 2025-26 में अंडरग्रेजुएट में 2167 विद्यार्थियों ने प्रवेश लिया था। इस बार यह संख्या घटकर 1010 रह गई। वहीं पिछले साल की तुलना में 1157 कम विद्यार्थियों ने प्रवेश लिया। पीजी के पहले साल में भी प्रवेश कम हुए। 2025-26 में 892 विद्यार्थियों ने प्रवेश लिया था।: [139, 41, 613, 113]
- lead-col-5-text: शिक्षकों का कहना है कि पहले पात्रता स्पष्ट की जाए, इसके बाद ही आवेदन प्रक्रिया आगे बढ़ाई जाए।: [835, 306, 1024, 350]
- saint-col-1: सीहोर, ईएमएस। नागर जी तु गौ सेवा और आदिवासियों को सुधारना बंद कर दे, तेरे साथ पूरे परिवार को भी जान से जान से मार देंगे। तुने हमारा धंधा खराब कर दिया है। यह धमकी भरा पत्र संत कमल किशोर नागर को मिला है। सोमवार को कलेक्ट्रेट पहुंच कर गौ सेवकों, संत कमल किशोर नागर के अनुयायियों भक्तों श्रद्धालुओं और नागरिकों ने मुख्यमंत्री के नाम ज्ञापन सौंपा। यह ज्ञापन डिप्टी कलेक्टर प्रिंस सिंह को दिया है। गौ सेवकों ने कहा कि आरोपी ने साफ-साफ आपत्तिजनक अश्लील गालियों के साथ कहा है कि नागर तेरी सभा में चूहे छोड़ें या फिर भी गोली मार देंगे। ऐसे आरोपी को तत्काल गिरफ्तार करने और संत कमल किशोर नागर को सुरक्षा प्रदान करने की मांग की गई है। संत श्री प. कमल किशोर नागर को यह जान से मारने का धमकी भरा पत्र 4 सितंबर को कुछ दिन पूर्व गौशाला, भृगाडाबरा, जिला झाबुआ में आयोजित श्रीकृष्ण जन्माष्टमी महोत्सव के दौरान संत श्रीफल के बीच में मिला है। यहां पर राजिकलीन भव्य सत्संग कार्यक्रम आयोजित: [1169, 733, 1338, 1078]
- godam-photo-2: [367, 2029, 565, 2197]
- jainawin-ad: [1167, 1808, 1516, 2395]
- godam-photo-1: [210, 2029, 360, 2197]
- road-quality-body: ग्रामीण लालसिंह धाकड़, जयंत सिंह विरला एडवोकेट, रामनरेश चतुर्वेदी, लक्ष्मण सिंह पटेल एडवोकेट, भंवर लाल पटेल, कैलाश चंद्र धाकड़ एडवोकेट और किशनसिंह, राजेश पटेल, दीनू धाकड़ ने बताया कि पूर्व में उनके द्वारा सड़क के घटिया निर्माण कार्य की शिकायत की गई थी। ग्रामीणों का आरोप है कि निर्माण की गुणवत्ता ठीक नहीं होने के कारण कुछ ही समय बाद सड़क से डामर उखड़ने लगा था। अब सड़क की हालत ऐसी हो गई है कि पैदल चलने वालों के साथ ही दोपहिया और चारपहिया वाहन चालकों को भी परेशानी का सामना करना पड़ रहा है।: [426, 1288, 933, 1355]
- date: 08 सितंबर 2026: [35, 100, 128, 114]
- lead-side-box: [1239, 305, 1516, 610]
